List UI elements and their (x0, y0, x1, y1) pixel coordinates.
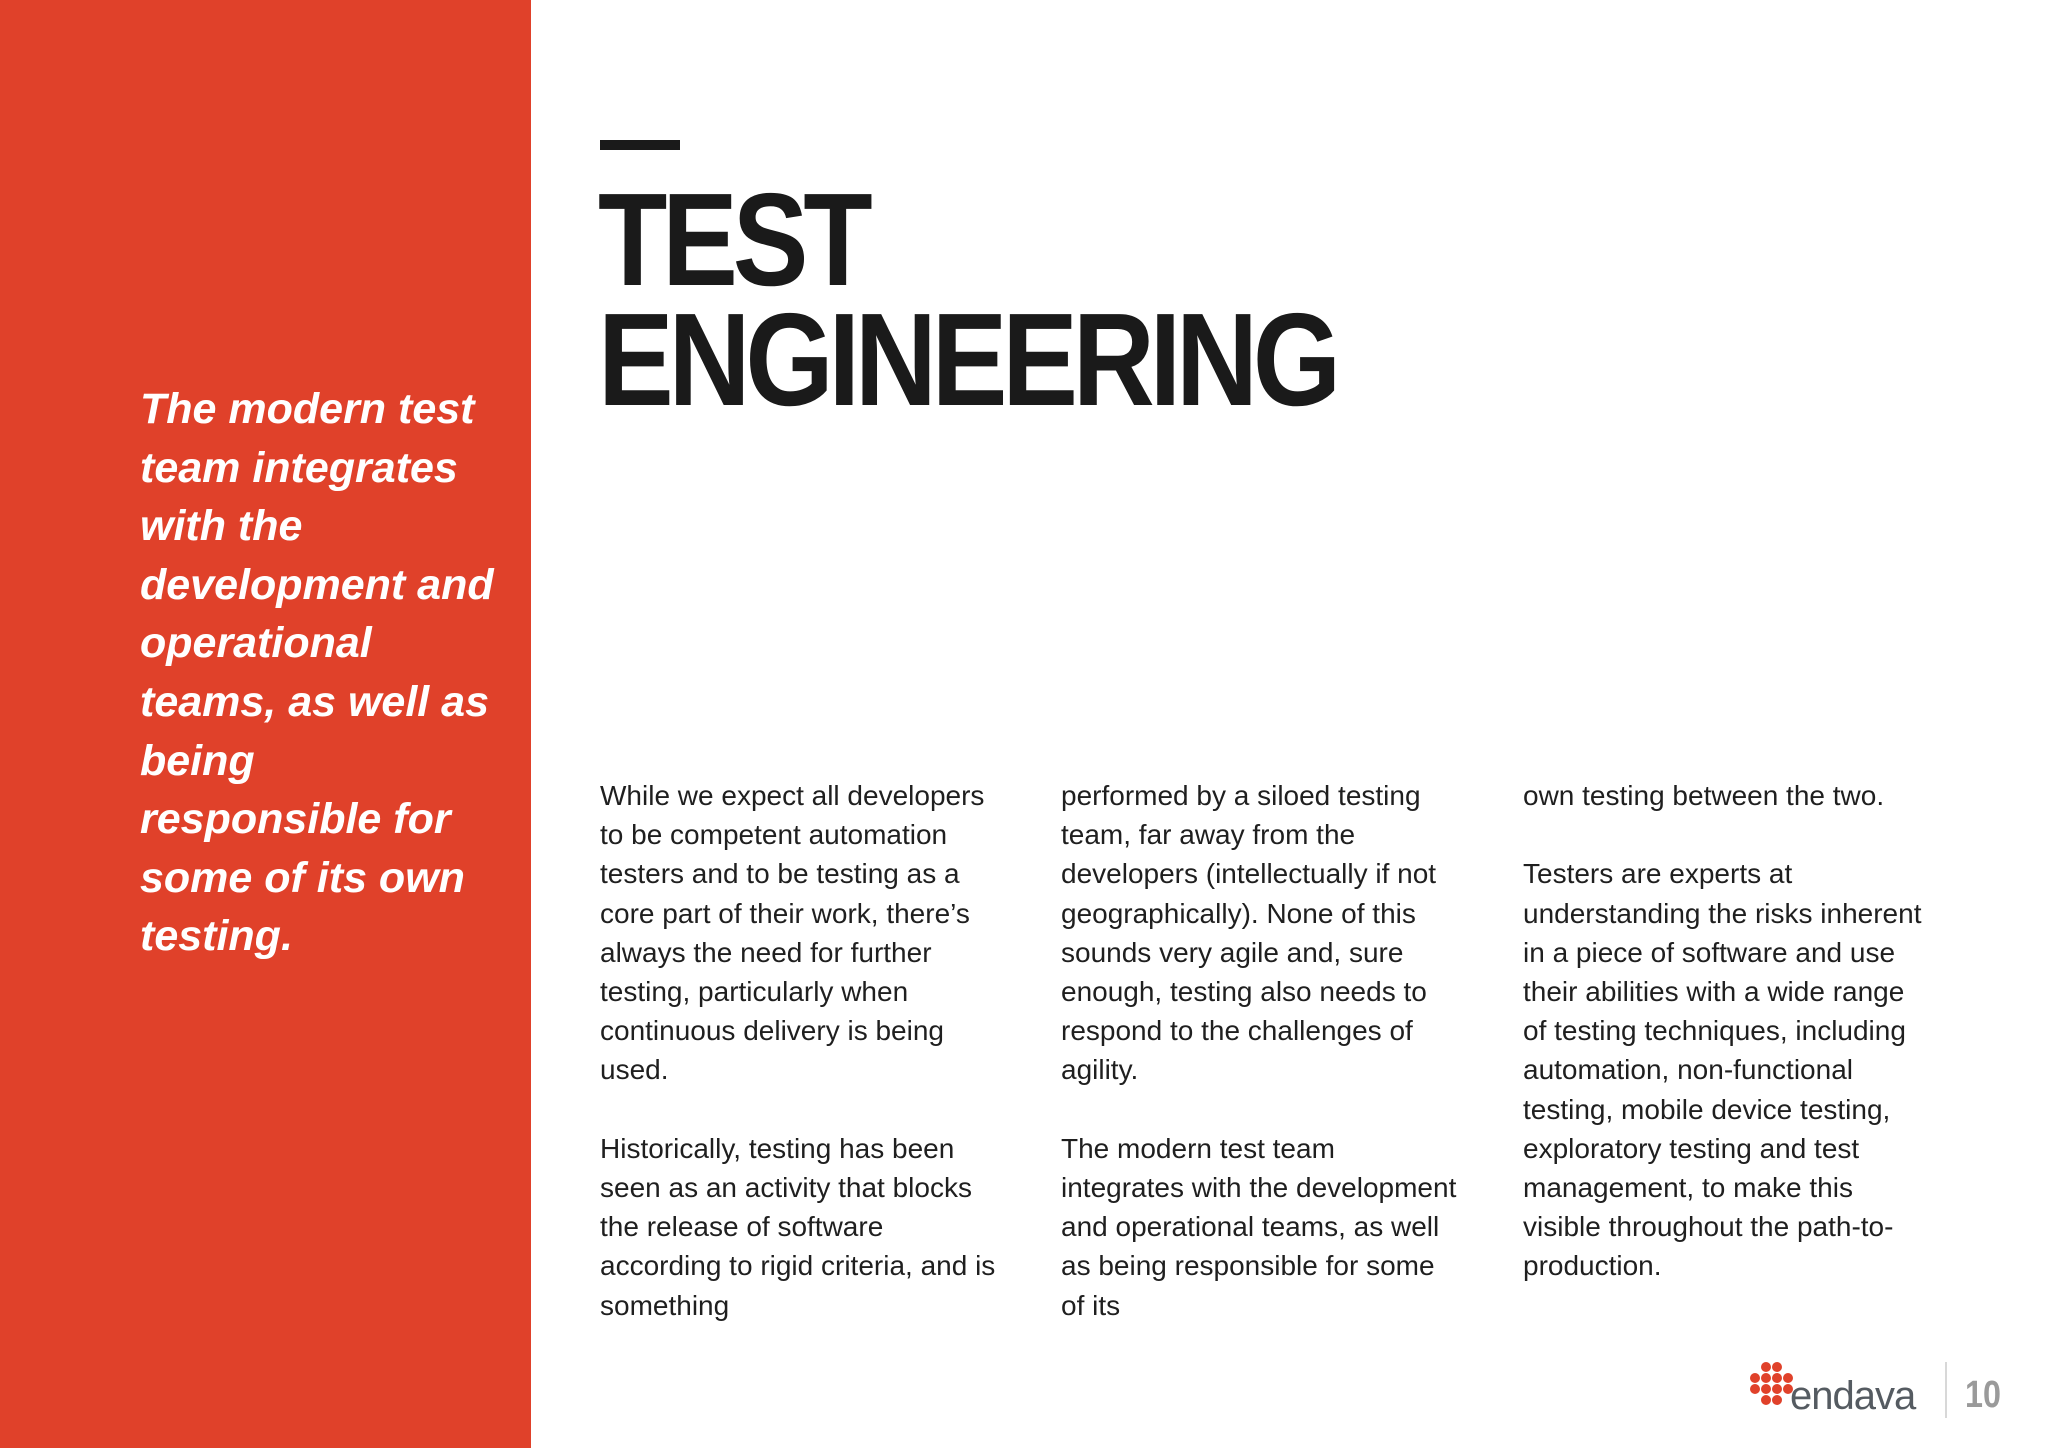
page-title (598, 166, 1337, 433)
paragraph: performed by a siloed testing team, far away from the developers (intellectually if not geographically). None of this sounds very agile and, sure enough, testing also needs to respond to the challenges of agility. (1061, 780, 1437, 1086)
title-line-1: TEST (598, 166, 868, 313)
title-dash (600, 140, 680, 150)
text-column-3 (1523, 776, 1923, 1325)
brand-name: endava (1790, 1374, 1916, 1418)
page-number: 10 (1965, 1374, 2001, 1416)
text-column-1 (600, 776, 1000, 1364)
paragraph: Testers are experts at understanding the risks inherent in a piece of software and use their abilities with a wide range of testing techniques, including automation, non-functional testing, mobile device testing, exploratory testing and test management, to make this visible throughout the path-to-production. (1523, 858, 1922, 1282)
paragraph: The modern test team integrates with the development and operational teams, as well as being responsible for some of its (1061, 1132, 1457, 1321)
pull-quote: The modern test team integrates with the development and operational teams, as well as being responsible for some of its own testing. (140, 385, 494, 961)
accent-sidebar (0, 0, 531, 1448)
title-line-2: ENGINEERING (598, 286, 1337, 433)
paragraph: own testing between the two. (1523, 780, 1885, 811)
page-footer (1740, 1360, 2020, 1430)
paragraph: Historically, testing has been seen as an activity that blocks the release of software according to rigid criteria, and is something (600, 1132, 996, 1321)
footer-divider (1945, 1362, 1947, 1418)
text-column-2 (1061, 776, 1461, 1364)
paragraph: While we expect all developers to be competent automation testers and to be testing as a core part of their work, there’s always the need for further testing, particularly when continuous delivery is being used. (600, 780, 985, 1086)
